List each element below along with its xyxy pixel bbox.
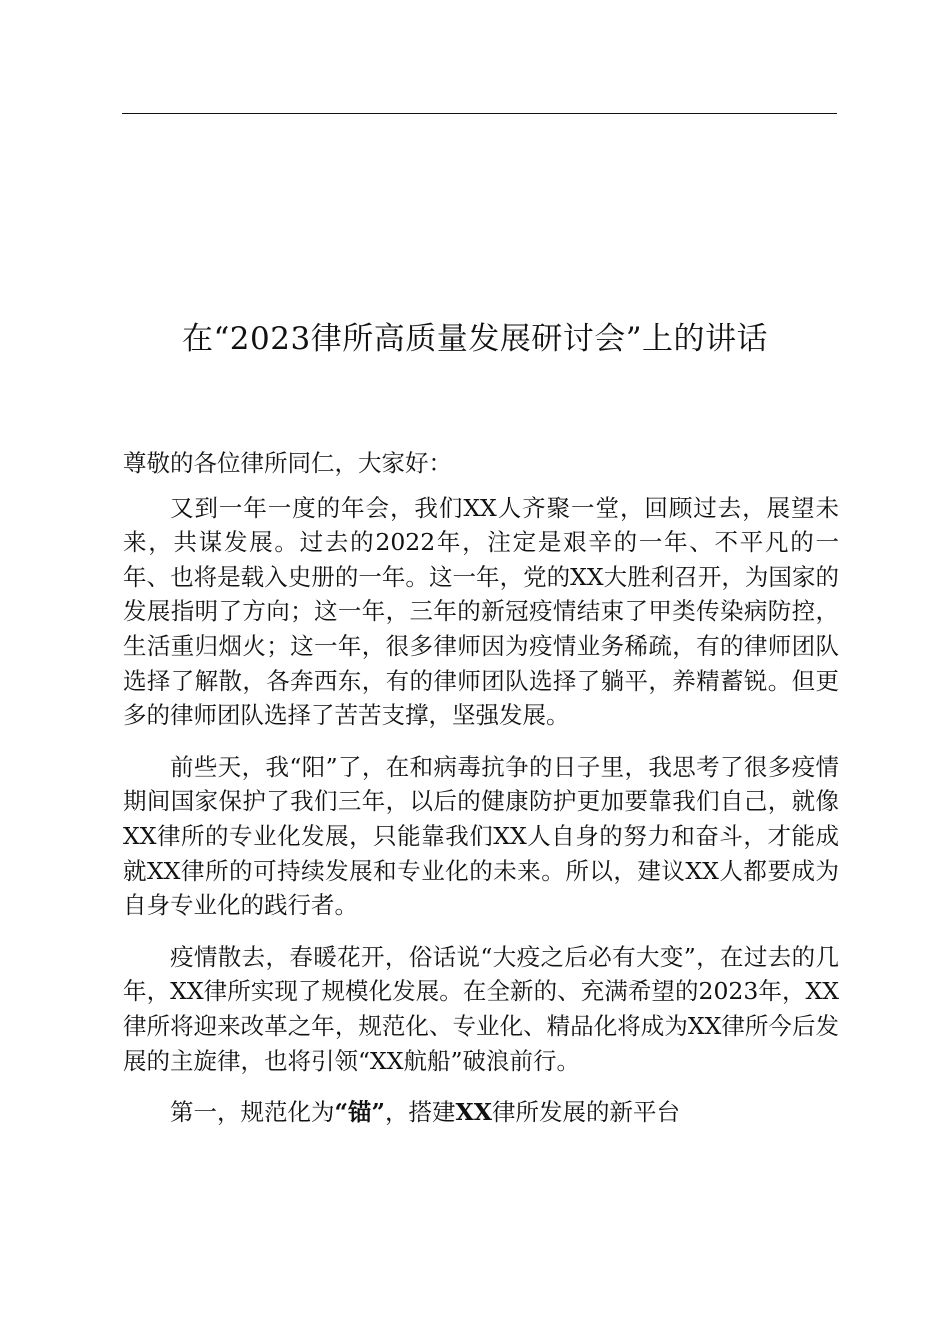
paragraph-2: 前些天，我“阳”了，在和病毒抗争的日子里，我思考了很多疫情期间国家保护了我们三年，以后的健康防护更加要靠我们自己，就像XX律所的专业化发展，只能靠我们XX人自身的努力和奋斗，才能成就XX律所的可持续发展和专业化的未来。所以，建议XX人都要成为自身专业化的践行者。 <box>123 752 839 920</box>
section-heading-highlight: “锚” <box>334 1098 386 1127</box>
paragraph-3: 疫情散去，春暖花开，俗话说“大疫之后必有大变”，在过去的几年，XX律所实现了规模化发展。在全新的、充满希望的2023年，XX律所将迎来改革之年，规范化、专业化、精品化将成为XX律所今后发展的主旋律，也将引领“XX航船”破浪前行。 <box>123 942 839 1075</box>
section-heading-suffix: 律所发展的新平台 <box>492 1098 681 1127</box>
paragraph-1: 又到一年一度的年会，我们XX人齐聚一堂，回顾过去，展望未来，共谋发展。过去的2022年，注定是艰辛的一年、不平凡的一年、也将是载入史册的一年。这一年，党的XX大胜利召开，为国家的发展指明了方向；这一年，三年的新冠疫情结束了甲类传染病防控，生活重归烟火；这一年，很多律师因为疫情业务稀疏，有的律师团队选择了解散，各奔西东，有的律师团队选择了躺平，养精蓄锐。但更多的律师团队选择了苦苦支撑，坚强发展。 <box>123 493 839 730</box>
section-heading-org: XX <box>455 1098 493 1127</box>
speech-body <box>123 446 839 1147</box>
greeting: 尊敬的各位律所同仁，大家好： <box>123 449 452 477</box>
section-heading-prefix: 第一，规范化为 <box>170 1098 335 1127</box>
section-heading <box>123 1095 839 1130</box>
page-title: 在“2023律所高质量发展研讨会”上的讲话 <box>181 321 769 357</box>
header-rule <box>122 113 837 114</box>
section-heading-middle: ，搭建 <box>385 1098 456 1127</box>
